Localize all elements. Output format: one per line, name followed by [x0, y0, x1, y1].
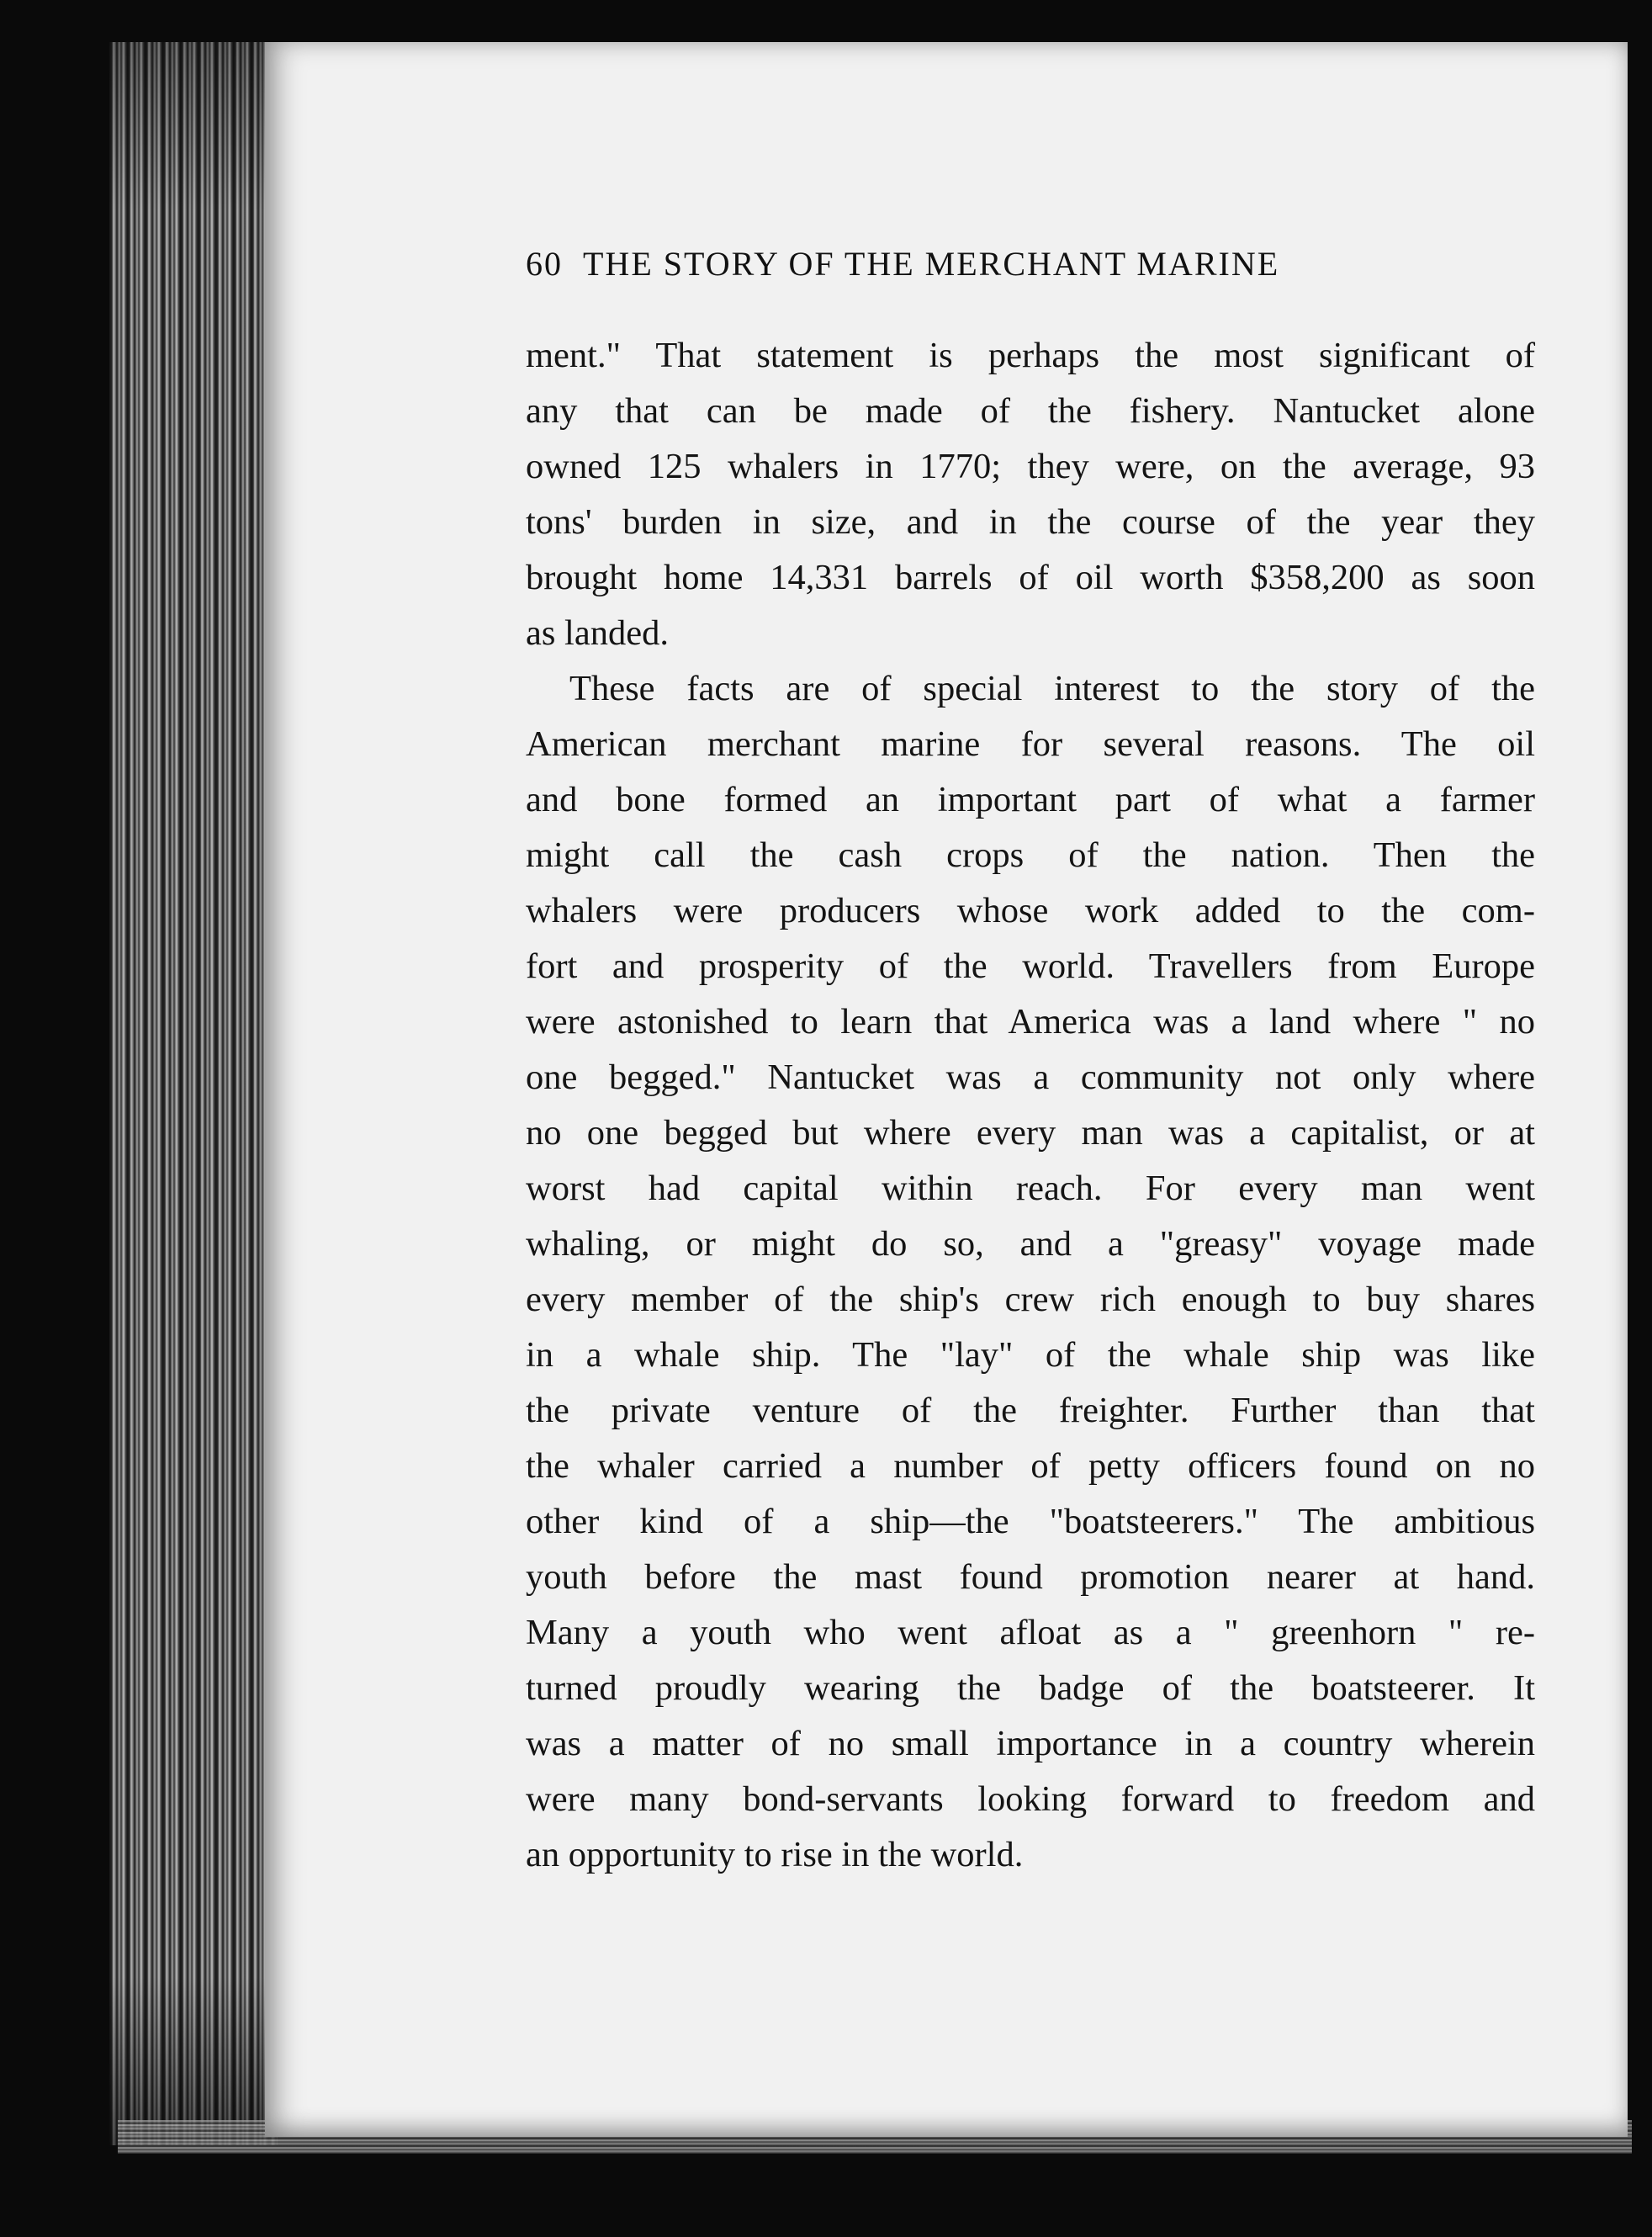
text-line: fort and prosperity of the world. Travellers from Europe [526, 946, 1535, 986]
text-line: American merchant marine for several reasons. The oil [526, 724, 1535, 764]
text-line: in a whale ship. The "lay" of the whale ship was like [526, 1335, 1535, 1375]
text-line: any that can be made of the fishery. Nantucket alone [526, 391, 1535, 431]
text-line: were many bond-servants looking forward to freedom and [526, 1779, 1535, 1819]
text-line: turned proudly wearing the badge of the boatsteerer. It [526, 1668, 1535, 1708]
text-line: brought home 14,331 barrels of oil worth $358,200 as soon [526, 558, 1535, 597]
text-line: one begged." Nantucket was a community not only where [526, 1058, 1535, 1097]
text-line: might call the cash crops of the nation. Then the [526, 835, 1535, 875]
text-line: worst had capital within reach. For every man went [526, 1169, 1535, 1208]
paragraph-1 [526, 328, 1535, 661]
text-line: owned 125 whalers in 1770; they were, on the average, 93 [526, 447, 1535, 486]
text-line: no one begged but where every man was a capitalist, or at [526, 1113, 1535, 1153]
text-line: and bone formed an important part of what a farmer [526, 780, 1535, 819]
text-line: These facts are of special interest to the story of the [569, 669, 1535, 708]
page-number: 60 [526, 245, 563, 283]
running-head [526, 244, 1459, 284]
text-line: an opportunity to rise in the world. [526, 1835, 1024, 1874]
text-line: tons' burden in size, and in the course of the year they [526, 502, 1535, 542]
running-title: THE STORY OF THE MERCHANT MARINE [583, 245, 1280, 283]
text-line: was a matter of no small importance in a country wherein [526, 1724, 1535, 1763]
book-fore-edge [109, 42, 278, 2145]
body-text [526, 328, 1535, 1883]
text-line: the private venture of the freighter. Further than that [526, 1391, 1535, 1430]
text-line: the whaler carried a number of petty officers found on no [526, 1446, 1535, 1486]
text-line: youth before the mast found promotion nearer at hand. [526, 1557, 1535, 1597]
text-line: ment." That statement is perhaps the most significant of [526, 336, 1535, 375]
text-line: whaling, or might do so, and a "greasy" voyage made [526, 1224, 1535, 1264]
text-line: every member of the ship's crew rich enough to buy shares [526, 1280, 1535, 1319]
text-line: as landed. [526, 613, 669, 653]
text-line: Many a youth who went afloat as a " greenhorn " re- [526, 1613, 1535, 1652]
text-line: were astonished to learn that America was a land where " no [526, 1002, 1535, 1042]
paragraph-2 [526, 661, 1535, 1883]
text-line: other kind of a ship—the "boatsteerers." The ambitious [526, 1502, 1535, 1541]
text-line: whalers were producers whose work added to the com- [526, 891, 1535, 930]
